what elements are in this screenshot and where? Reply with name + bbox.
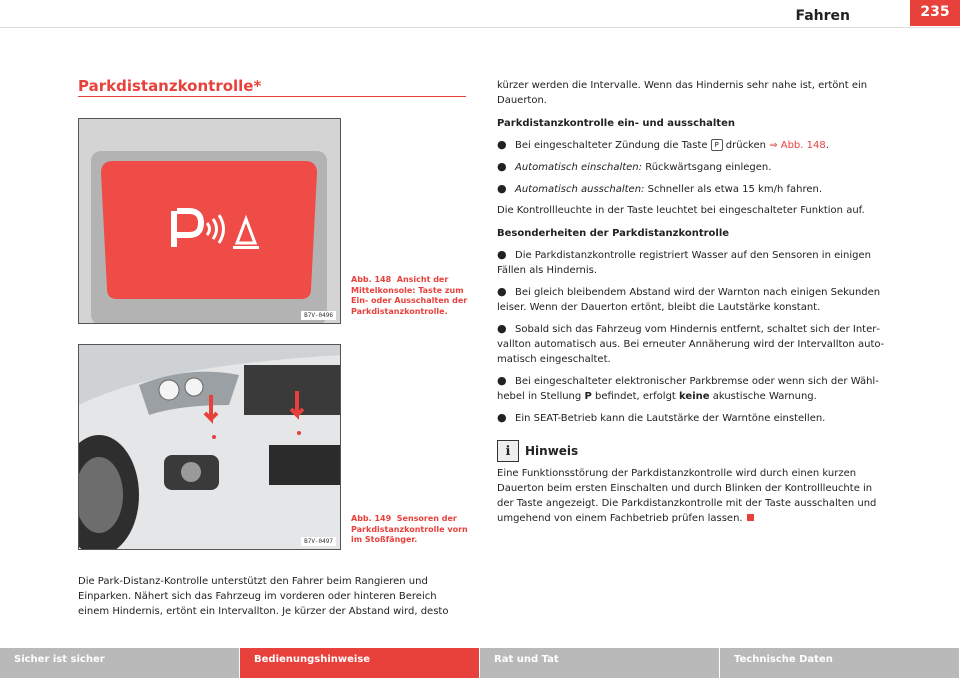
footer-tab-operation[interactable]: Bedienungshinweise — [240, 648, 480, 678]
car-bumper-illustration — [79, 345, 341, 550]
note-paragraph: Eine Funktionsstörung der Parkdistanzkontrolle wird durch einen kurzen Dauerton beim ersten Einschalten und durch Blinken der Kontrollleuchte in der Taste angezeigt. Die Parkdistanzkontrolle mit der Taste ausschalten und umgehend von einem Fachbetrieb prüfen lassen. — [497, 468, 877, 524]
section-divider — [78, 96, 466, 97]
paragraph: Die Kontrollleuchte in der Taste leuchtet bei eingeschalteter Funktion auf. — [497, 205, 865, 216]
continued-paragraph: kürzer werden die Intervalle. Wenn das Hindernis sehr nahe ist, ertönt ein Dauerton. — [497, 80, 868, 106]
note-title: Hinweis — [525, 443, 579, 458]
figure-148-button-image — [78, 118, 341, 324]
figure-link[interactable]: ⇒ Abb. 148 — [769, 140, 826, 151]
parking-button-illustration — [79, 119, 341, 324]
figure-label: Abb. 149 — [351, 514, 392, 523]
note-heading — [497, 440, 889, 462]
section-title: Parkdistanzkontrolle* — [78, 77, 262, 95]
list-item: ● Ein SEAT-Betrieb kann die Lautstärke der Warntöne einstellen. — [497, 411, 826, 424]
footer-nav — [0, 648, 960, 678]
footer-tab-tips[interactable]: Rat und Tat — [480, 648, 720, 678]
list-item: ● Bei gleich bleibendem Abstand wird der Warnton nach einigen Sekunden leiser. Wenn der Dauerton ertönt, bleibt die Lautstärke konstant. — [497, 285, 881, 313]
footer-tab-safety[interactable]: Sicher ist sicher — [0, 648, 240, 678]
figure-149-car-image — [78, 344, 341, 550]
list-item: ● Sobald sich das Fahrzeug vom Hindernis entfernt, schaltet sich der Intervallton automatisch aus. Bei erneuter Annäherung wird der Intervallton automatisch eingeschaltet. — [497, 322, 885, 365]
figure-148-caption — [351, 275, 469, 317]
caption-text: Ansicht der Mittelkonsole: Taste zum Ein- oder Ausschalten der Parkdistanzkontrolle. — [351, 275, 468, 316]
figure-code: B7V-0497 — [301, 537, 336, 546]
right-column — [497, 78, 889, 534]
figure-label: Abb. 148 — [351, 275, 392, 284]
page-header-title: Fahren — [795, 8, 850, 24]
header-divider — [0, 27, 960, 28]
list-item: ● Automatisch ausschalten: Schneller als etwa 15 km/h fahren. — [497, 182, 823, 195]
subheading-special: Besonderheiten der Parkdistanzkontrolle — [497, 228, 730, 239]
list-item: ● Bei eingeschalteter elektronischer Parkbremse oder wenn sich der Wählhebel in Stellung P befindet, erfolgt keine akustische Warnung. — [497, 374, 879, 402]
list-item: ● Automatisch einschalten: Rückwärtsgang einlegen. — [497, 160, 772, 173]
subheading-toggle: Parkdistanzkontrolle ein- und ausschalten — [497, 118, 735, 129]
figure-code: B7V-0496 — [301, 311, 336, 320]
note-icon: ℹ — [497, 440, 519, 462]
list-item: ● Bei eingeschalteter Zündung die Taste P drücken ⇒ Abb. 148. — [497, 138, 829, 151]
caption-text: Sensoren der Parkdistanzkontrolle vorn im Stoßfänger. — [351, 514, 468, 544]
intro-paragraph: Die Park-Distanz-Kontrolle unterstützt den Fahrer beim Rangieren und Einparken. Nähert sich das Fahrzeug im vorderen oder hinteren Bereich einem Hindernis, ertönt ein Intervallton. Je kürzer der Abstand wird, desto — [78, 576, 449, 617]
figure-149-caption — [351, 514, 469, 546]
footer-tab-technical[interactable]: Technische Daten — [720, 648, 960, 678]
end-mark-icon — [747, 514, 754, 521]
pdc-key-icon: P — [711, 139, 723, 151]
page-number: 235 — [910, 0, 960, 26]
list-item: ● Die Parkdistanzkontrolle registriert Wasser auf den Sensoren in einigen Fällen als Hindernis. — [497, 248, 871, 276]
